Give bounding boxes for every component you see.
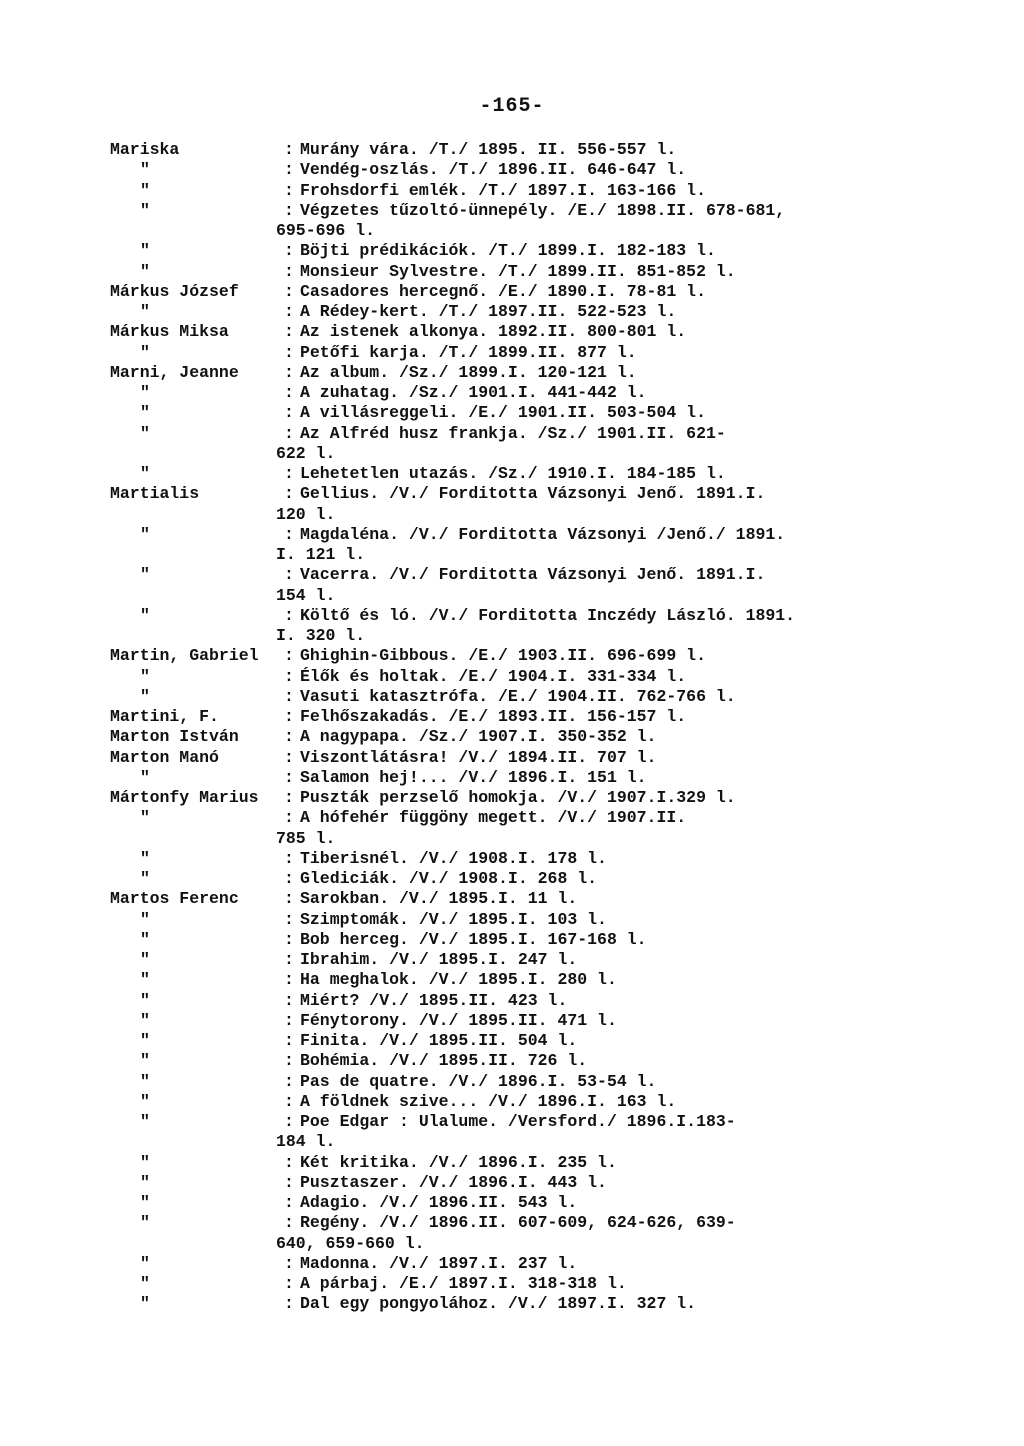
- entry-text: Salamon hej!... /V./ 1896.I. 151 l.: [300, 767, 647, 787]
- entry-text: Költő és ló. /V./ Forditotta Inczédy László. 1891.: [300, 605, 796, 625]
- entry-text: I. 121 l.: [276, 545, 366, 564]
- entry-text: Murány vára. /T./ 1895. II. 556-557 l.: [300, 140, 677, 159]
- entry-ditto-mark: ": [140, 160, 150, 180]
- entry-line: [110, 444, 900, 464]
- entry-ditto-mark: ": [140, 1274, 150, 1293]
- entry-line: [110, 403, 900, 423]
- entry-line: [110, 525, 900, 545]
- page-number: -165-: [479, 95, 545, 118]
- entry-text: 640, 659-660 l.: [276, 1233, 425, 1253]
- entry-line: [110, 586, 900, 606]
- entry-text: I. 320 l.: [276, 626, 366, 645]
- entry-separator: :: [284, 342, 294, 362]
- entry-ditto-mark: ": [140, 241, 150, 261]
- entry-separator: :: [284, 423, 294, 443]
- bibliography-entries: [110, 140, 900, 1315]
- entry-separator: :: [284, 808, 294, 828]
- entry-text: Ha meghalok. /V./ 1895.I. 280 l.: [300, 970, 617, 990]
- entry-line: [110, 181, 900, 201]
- entry-author: Márkus Miksa: [110, 322, 229, 342]
- entry-separator: :: [284, 403, 294, 423]
- entry-separator: :: [284, 848, 294, 868]
- entry-ditto-mark: ": [140, 767, 150, 787]
- entry-line: [110, 505, 900, 525]
- entry-separator: :: [284, 180, 294, 200]
- entry-line: [110, 970, 900, 990]
- entry-separator: :: [284, 686, 294, 706]
- entry-text: Magdaléna. /V./ Forditotta Vázsonyi /Jenő./ 1891.: [300, 524, 786, 544]
- entry-text: A Rédey-kert. /T./ 1897.II. 522-523 l.: [300, 302, 677, 321]
- entry-ditto-mark: ": [140, 1253, 150, 1273]
- entry-line: [110, 1213, 900, 1233]
- entry-ditto-mark: ": [140, 909, 150, 929]
- entry-line: [110, 1011, 900, 1031]
- entry-line: [110, 667, 900, 687]
- entry-text: Regény. /V./ 1896.II. 607-609, 624-626, 639-: [300, 1213, 736, 1233]
- entry-line: [110, 910, 900, 930]
- entry-separator: :: [284, 1152, 294, 1172]
- entry-text: Ghighin-Gibbous. /E./ 1903.II. 696-699 l.: [300, 646, 706, 666]
- entry-ditto-mark: ": [140, 200, 150, 220]
- entry-separator: :: [284, 362, 294, 382]
- entry-text: Fénytorony. /V./ 1895.II. 471 l.: [300, 1010, 617, 1030]
- entry-ditto-mark: ": [140, 970, 150, 990]
- entry-text: 120 l.: [276, 504, 336, 524]
- entry-author: Mariska: [110, 140, 180, 159]
- entry-line: [110, 707, 900, 727]
- entry-text: Monsieur Sylvestre. /T./ 1899.II. 851-852 l.: [300, 261, 736, 281]
- entry-ditto-mark: ": [140, 1071, 150, 1091]
- entry-separator: :: [284, 302, 294, 321]
- entry-line: [110, 363, 900, 383]
- entry-separator: :: [284, 1213, 294, 1233]
- entry-author: Martos Ferenc: [110, 889, 239, 909]
- entry-text: Finita. /V./ 1895.II. 504 l.: [300, 1031, 578, 1050]
- entry-line: [110, 1031, 900, 1051]
- entry-ditto-mark: ": [140, 180, 150, 200]
- entry-separator: :: [284, 990, 294, 1010]
- entry-ditto-mark: ": [140, 1294, 150, 1314]
- entry-separator: :: [284, 950, 294, 969]
- entry-author: Marton István: [110, 727, 239, 747]
- entry-text: Frohsdorfi emlék. /T./ 1897.I. 163-166 l.: [300, 180, 706, 200]
- entry-line: [110, 950, 900, 970]
- entry-line: [110, 343, 900, 363]
- entry-ditto-mark: ": [140, 666, 150, 686]
- entry-separator: :: [284, 241, 294, 261]
- entry-text: Két kritika. /V./ 1896.I. 235 l.: [300, 1152, 617, 1172]
- entry-ditto-mark: ": [140, 929, 150, 949]
- entry-ditto-mark: ": [140, 1112, 150, 1131]
- entry-text: Tiberisnél. /V./ 1908.I. 178 l.: [300, 848, 607, 868]
- entry-text: A hófehér függöny megett. /V./ 1907.II.: [300, 808, 687, 828]
- entry-ditto-mark: ": [140, 1193, 150, 1212]
- entry-line: [110, 1294, 900, 1314]
- entry-author: Martini, F.: [110, 707, 219, 726]
- entry-line: [110, 484, 900, 504]
- entry-line: [110, 1132, 900, 1152]
- entry-ditto-mark: ": [140, 565, 150, 585]
- entry-separator: :: [284, 707, 294, 726]
- entry-text: 154 l.: [276, 585, 336, 605]
- entry-text: Sarokban. /V./ 1895.I. 11 l.: [300, 889, 578, 909]
- entry-line: [110, 606, 900, 626]
- entry-text: Vacerra. /V./ Forditotta Vázsonyi Jenő. 1891.I.: [300, 565, 766, 585]
- entry-text: Az istenek alkonya. 1892.II. 800-801 l.: [300, 322, 687, 342]
- entry-ditto-mark: ": [140, 1010, 150, 1030]
- entry-line: [110, 930, 900, 950]
- entry-separator: :: [284, 1071, 294, 1091]
- entry-line: [110, 160, 900, 180]
- entry-ditto-mark: ": [140, 302, 150, 321]
- entry-separator: :: [284, 1112, 294, 1131]
- entry-text: A zuhatag. /Sz./ 1901.I. 441-442 l.: [300, 383, 647, 402]
- entry-text: Casadores hercegnő. /E./ 1890.I. 78-81 l.: [300, 281, 706, 301]
- entry-separator: :: [284, 464, 294, 483]
- entry-text: 622 l.: [276, 443, 336, 463]
- entry-line: [110, 788, 900, 808]
- entry-line: [110, 1051, 900, 1071]
- entry-ditto-mark: ": [140, 686, 150, 706]
- entry-text: Végzetes tűzoltó-ünnepély. /E./ 1898.II. 678-681,: [300, 200, 786, 220]
- entry-line: [110, 262, 900, 282]
- entry-line: [110, 646, 900, 666]
- entry-separator: :: [284, 1193, 294, 1212]
- entry-separator: :: [284, 1051, 294, 1071]
- entry-author: Martin, Gabriel: [110, 646, 259, 666]
- entry-line: [110, 464, 900, 484]
- entry-separator: :: [284, 281, 294, 301]
- entry-ditto-mark: ": [140, 464, 150, 483]
- entry-text: Petőfi karja. /T./ 1899.II. 877 l.: [300, 342, 637, 362]
- entry-line: [110, 1234, 900, 1254]
- entry-line: [110, 424, 900, 444]
- entry-line: [110, 565, 900, 585]
- entry-ditto-mark: ": [140, 950, 150, 969]
- entry-separator: :: [284, 383, 294, 402]
- entry-line: [110, 302, 900, 322]
- entry-line: [110, 1274, 900, 1294]
- entry-separator: :: [284, 605, 294, 625]
- entry-line: [110, 808, 900, 828]
- entry-line: [110, 1092, 900, 1112]
- entry-ditto-mark: ": [140, 848, 150, 868]
- entry-ditto-mark: ": [140, 1152, 150, 1172]
- entry-separator: :: [284, 970, 294, 990]
- entry-text: Bob herceg. /V./ 1895.I. 167-168 l.: [300, 929, 647, 949]
- entry-author: Márkus József: [110, 281, 239, 301]
- entry-text: 695-696 l.: [276, 221, 376, 240]
- entry-separator: :: [284, 1274, 294, 1293]
- entry-line: [110, 201, 900, 221]
- entry-line: [110, 687, 900, 707]
- entry-line: [110, 1153, 900, 1173]
- entry-line: [110, 849, 900, 869]
- entry-separator: :: [284, 909, 294, 929]
- entry-text: Szimptomák. /V./ 1895.I. 103 l.: [300, 909, 607, 929]
- entry-text: 785 l.: [276, 828, 336, 848]
- entry-text: Pusztaszer. /V./ 1896.I. 443 l.: [300, 1172, 607, 1192]
- entry-line: [110, 1193, 900, 1213]
- entry-line: [110, 383, 900, 403]
- entry-text: Gellius. /V./ Forditotta Vázsonyi Jenő. 1891.I.: [300, 484, 766, 504]
- entry-text: Felhőszakadás. /E./ 1893.II. 156-157 l.: [300, 707, 687, 726]
- entry-ditto-mark: ": [140, 1051, 150, 1071]
- entry-line: [110, 869, 900, 889]
- entry-text: A párbaj. /E./ 1897.I. 318-318 l.: [300, 1274, 627, 1293]
- entry-separator: :: [284, 1091, 294, 1111]
- entry-ditto-mark: ": [140, 1031, 150, 1050]
- entry-ditto-mark: ": [140, 605, 150, 625]
- entry-line: [110, 991, 900, 1011]
- entry-text: 184 l.: [276, 1132, 336, 1152]
- entry-ditto-mark: ": [140, 869, 150, 888]
- entry-text: Puszták perzselő homokja. /V./ 1907.I.329 l.: [300, 788, 736, 807]
- entry-ditto-mark: ": [140, 261, 150, 281]
- entry-text: Vasuti katasztrófa. /E./ 1904.II. 762-766 l.: [300, 686, 736, 706]
- entry-ditto-mark: ": [140, 403, 150, 423]
- entry-line: [110, 241, 900, 261]
- entry-author: Mártonfy Marius: [110, 788, 259, 807]
- entry-separator: :: [284, 524, 294, 544]
- entry-separator: :: [284, 666, 294, 686]
- entry-ditto-mark: ": [140, 1172, 150, 1192]
- entry-text: Miért? /V./ 1895.II. 423 l.: [300, 990, 568, 1010]
- entry-separator: :: [284, 1294, 294, 1314]
- entry-text: Ibrahim. /V./ 1895.I. 247 l.: [300, 950, 578, 969]
- entry-ditto-mark: ": [140, 1213, 150, 1233]
- entry-separator: :: [284, 1253, 294, 1273]
- entry-text: Madonna. /V./ 1897.I. 237 l.: [300, 1253, 578, 1273]
- entry-line: [110, 282, 900, 302]
- entry-line: [110, 1173, 900, 1193]
- entry-separator: :: [284, 1172, 294, 1192]
- entry-line: [110, 727, 900, 747]
- entry-text: Az album. /Sz./ 1899.I. 120-121 l.: [300, 362, 637, 382]
- entry-line: [110, 1254, 900, 1274]
- entry-separator: :: [284, 727, 294, 747]
- entry-separator: :: [284, 1010, 294, 1030]
- entry-author: Marni, Jeanne: [110, 362, 239, 382]
- entry-line: [110, 140, 900, 160]
- entry-ditto-mark: ": [140, 423, 150, 443]
- entry-separator: :: [284, 565, 294, 585]
- entry-ditto-mark: ": [140, 524, 150, 544]
- entry-text: Glediciák. /V./ 1908.I. 268 l.: [300, 869, 598, 888]
- entry-separator: :: [284, 261, 294, 281]
- entry-line: [110, 545, 900, 565]
- entry-line: [110, 322, 900, 342]
- entry-separator: :: [284, 646, 294, 666]
- entry-ditto-mark: ": [140, 808, 150, 828]
- entry-separator: :: [284, 889, 294, 909]
- entry-text: A földnek szive... /V./ 1896.I. 163 l.: [300, 1091, 677, 1111]
- entry-separator: :: [284, 747, 294, 767]
- entry-text: Poe Edgar : Ulalume. /Versford./ 1896.I.183-: [300, 1112, 736, 1131]
- entry-line: [110, 626, 900, 646]
- entry-separator: :: [284, 140, 294, 159]
- entry-separator: :: [284, 869, 294, 888]
- entry-text: Pas de quatre. /V./ 1896.I. 53-54 l.: [300, 1071, 657, 1091]
- entry-separator: :: [284, 322, 294, 342]
- entry-text: A nagypapa. /Sz./ 1907.I. 350-352 l.: [300, 727, 657, 747]
- entry-separator: :: [284, 160, 294, 180]
- entry-separator: :: [284, 788, 294, 807]
- entry-line: [110, 1112, 900, 1132]
- entry-text: Lehetetlen utazás. /Sz./ 1910.I. 184-185 l.: [300, 464, 726, 483]
- entry-text: A villásreggeli. /E./ 1901.II. 503-504 l.: [300, 403, 706, 423]
- entry-ditto-mark: ": [140, 383, 150, 402]
- entry-text: Bohémia. /V./ 1895.II. 726 l.: [300, 1051, 588, 1071]
- entry-ditto-mark: ": [140, 1091, 150, 1111]
- entry-separator: :: [284, 929, 294, 949]
- entry-text: Vendég-oszlás. /T./ 1896.II. 646-647 l.: [300, 160, 687, 180]
- entry-separator: :: [284, 484, 294, 504]
- entry-text: Adagio. /V./ 1896.II. 543 l.: [300, 1193, 578, 1212]
- entry-line: [110, 1072, 900, 1092]
- entry-ditto-mark: ": [140, 342, 150, 362]
- entry-text: Viszontlátásra! /V./ 1894.II. 707 l.: [300, 747, 657, 767]
- entry-line: [110, 829, 900, 849]
- entry-text: Élők és holtak. /E./ 1904.I. 331-334 l.: [300, 666, 687, 686]
- entry-line: [110, 221, 900, 241]
- entry-separator: :: [284, 1031, 294, 1050]
- entry-text: Böjti prédikációk. /T./ 1899.I. 182-183 l.: [300, 241, 716, 261]
- entry-ditto-mark: ": [140, 990, 150, 1010]
- entry-author: Martialis: [110, 484, 200, 504]
- entry-separator: :: [284, 200, 294, 220]
- entry-line: [110, 748, 900, 768]
- entry-author: Marton Manó: [110, 747, 219, 767]
- entry-text: Az Alfréd husz frankja. /Sz./ 1901.II. 621-: [300, 423, 726, 443]
- entry-line: [110, 889, 900, 909]
- entry-line: [110, 768, 900, 788]
- entry-separator: :: [284, 767, 294, 787]
- entry-text: Dal egy pongyolához. /V./ 1897.I. 327 l.: [300, 1294, 697, 1314]
